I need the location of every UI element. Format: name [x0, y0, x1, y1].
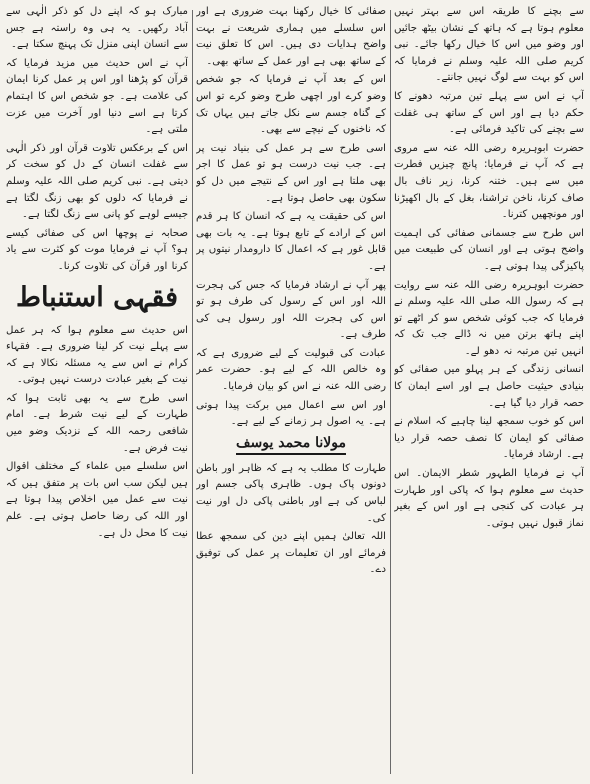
- paragraph: آپ نے فرمایا الطہور شطر الایمان۔ اس حدیث سے معلوم ہوا کہ پاکی اور طہارت ہر عبادت کی کنجی ہے اور اس کے بغیر نماز قبول نہیں ہوتی۔: [394, 468, 584, 529]
- newspaper-page: [6, 4, 584, 780]
- paragraph: صحابہ نے پوچھا اس کی صفائی کیسے ہو؟ آپ نے فرمایا موت کو کثرت سے یاد کرنا اور قرآن کی تلاوت کرنا۔: [6, 227, 188, 272]
- paragraph: طہارت کا مطلب یہ ہے کہ ظاہر اور باطن دونوں پاک ہوں۔ ظاہری پاکی جسم اور لباس کی ہے اور باطنی پاکی دل اور نیت کی۔: [196, 462, 386, 524]
- paragraph: اسی طرح سے یہ بھی ثابت ہوا کہ طہارت کے لیے نیت شرط ہے۔ امام شافعی رحمہ اللہ کے نزدیک وضو میں نیت فرض ہے۔: [6, 392, 188, 454]
- column-divider: [192, 10, 193, 774]
- column-middle: [196, 4, 386, 780]
- section-heading: فقہی استنباط: [15, 281, 179, 313]
- byline-subheading: مولانا محمد یوسف: [236, 434, 346, 451]
- paragraph: پھر آپ نے ارشاد فرمایا کہ جس کی ہجرت اللہ اور اس کے رسول کی طرف ہو تو اس کی ہجرت اللہ اور رسول ہی کی طرف ہے۔: [196, 279, 386, 341]
- paragraph: صفائی کا خیال رکھنا بہت ضروری ہے اور اس سلسلے میں ہماری شریعت نے بہت واضح ہدایات دی ہیں۔ اس کا تعلق نیت کے ساتھ بھی ہے اور عمل کے ساتھ بھی۔: [196, 6, 386, 67]
- paragraph: آپ نے اس حدیث میں مزید فرمایا کہ قرآن کو پڑھنا اور اس پر عمل کرنا ایمان کی علامت ہے۔ جو شخص اس کا اہتمام کرتا ہے اسے دنیا اور آخرت میں عزت ملتی ہے۔: [6, 57, 188, 136]
- paragraph: اس طرح سے جسمانی صفائی کی اہمیت واضح ہوتی ہے اور انسان کی طبیعت میں پاکیزگی پیدا ہوتی ہے۔: [394, 227, 584, 272]
- paragraph: سے بچنے کا طریقہ اس سے بہتر نہیں معلوم ہوتا ہے کہ ہاتھ کے نشان بیٹھ جائیں اور وضو میں اس کا خیال رکھا جائے۔ نبی کریم صلی اللہ علیہ وسلم نے فرمایا کہ اس کو بہت سے لوگ نہیں جانتے۔: [394, 6, 584, 84]
- paragraph: مبارک ہو کہ اپنے دل کو ذکر الٰہی سے آباد رکھیں۔ یہ ہی وہ راستہ ہے جس سے انسان اپنی منزل تک پہنچ سکتا ہے۔: [6, 6, 188, 51]
- column-right: [394, 4, 584, 780]
- paragraph: اس حدیث سے معلوم ہوا کہ ہر عمل سے پہلے نیت کر لینا ضروری ہے۔ فقہاء کرام نے اس سے یہ مسئلہ نکالا ہے کہ نیت کے بغیر عبادت درست نہیں ہوتی۔: [6, 324, 188, 386]
- paragraph: آپ نے اس سے پہلے تین مرتبہ دھونے کا حکم دیا ہے اور اس کے ساتھ ہی غفلت سے بچنے کی تاکید فرمائی ہے۔: [394, 90, 584, 136]
- paragraph: اس کو خوب سمجھ لینا چاہیے کہ اسلام نے صفائی کو ایمان کا نصف حصہ قرار دیا ہے۔ ارشاد فرمایا۔: [394, 416, 584, 461]
- column-left: [6, 4, 188, 780]
- paragraph: اللہ تعالیٰ ہمیں اپنے دین کی سمجھ عطا فرمائے اور ان تعلیمات پر عمل کی توفیق دے۔: [196, 531, 386, 576]
- paragraph: حضرت ابوہریرہ رضی اللہ عنہ سے روایت ہے کہ رسول اللہ صلی اللہ علیہ وسلم نے فرمایا کہ جب کوئی شخص سو کر اٹھے تو اپنے ہاتھ برتن میں نہ ڈالے جب تک کہ انہیں تین مرتبہ نہ دھو لے۔: [394, 279, 584, 357]
- paragraph: انسانی زندگی کے ہر پہلو میں صفائی کو بنیادی حیثیت حاصل ہے اور اسے ایمان کا حصہ قرار دیا گیا ہے۔: [394, 364, 584, 409]
- paragraph: اس کی حقیقت یہ ہے کہ انسان کا ہر قدم اس کے ارادے کے تابع ہوتا ہے۔ یہ بات بھی قابل غور ہے کہ اعمال کا دارومدار نیتوں پر ہے۔: [196, 211, 386, 272]
- subheading-underline: [236, 453, 346, 455]
- paragraph: حضرت ابوہریرہ رضی اللہ عنہ سے مروی ہے کہ آپ نے فرمایا: پانچ چیزیں فطرت میں سے ہیں۔ ختنہ کرنا، زیر ناف بال صاف کرنا، ناخن تراشنا، بغل کے بال اکھیڑنا اور مونچھیں کترنا۔: [394, 142, 584, 221]
- paragraph: اور اس سے اعمال میں برکت پیدا ہوتی ہے۔ یہ اصول ہر زمانے کے لیے ہے۔: [196, 399, 386, 428]
- paragraph: اسی طرح سے ہر عمل کی بنیاد نیت پر ہے۔ جب نیت درست ہو تو عمل کا اجر بھی ملتا ہے اور اس کے نتیجے میں دل کو سکون بھی حاصل ہوتا ہے۔: [196, 142, 386, 204]
- paragraph: اس سلسلے میں علماء کے مختلف اقوال ہیں لیکن سب اس بات پر متفق ہیں کہ نیت سے عمل میں اخلاص پیدا ہوتا ہے اور اللہ کی رضا حاصل ہوتی ہے۔ علم نیت کا محل دل ہے۔: [6, 461, 188, 539]
- paragraph: اس کے بعد آپ نے فرمایا کہ جو شخص وضو کرے اور اچھی طرح وضو کرے تو اس کے گناہ جسم سے نکل جاتے ہیں یہاں تک کہ ناخنوں کے نیچے سے بھی۔: [196, 74, 386, 136]
- column-divider: [390, 10, 391, 774]
- paragraph: عبادت کی قبولیت کے لیے ضروری ہے کہ وہ خالص اللہ کے لیے ہو۔ حضرت عمر رضی اللہ عنہ نے اس کو بیان فرمایا۔: [196, 347, 386, 393]
- paragraph: اس کے برعکس تلاوت قرآن اور ذکر الٰہی سے غفلت انسان کے دل کو سخت کر دیتی ہے۔ نبی کریم صلی اللہ علیہ وسلم نے فرمایا کہ دلوں کو بھی زنگ لگتا ہے جیسے لوہے کو پانی سے زنگ لگتا ہے۔: [6, 142, 188, 221]
